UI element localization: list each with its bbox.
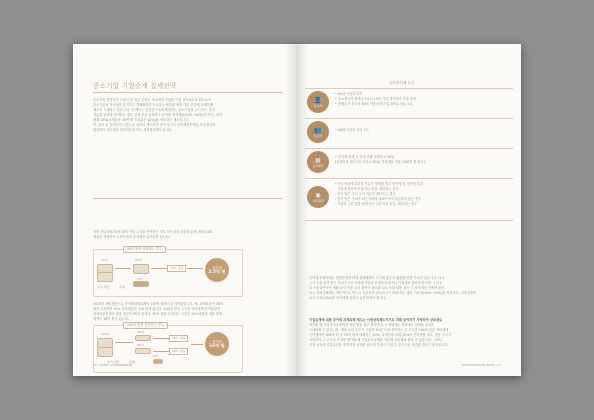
intro-line: 단, 증여 후 증여자의 사망으로 상속이 개시되면 증여 당시의 증여재산가액을 상속재산에 [93, 123, 215, 127]
body-line: 주식 등을 증여 받은 자녀가 7년 이내에 가업을 승계하지 않거나 가업에서 탈퇴하게 되면 그 다음 [309, 281, 443, 285]
body-line: 증여했다면 100억 원 중 30억 원에 대해서는 10%, 나머지에 대해 20%의 증여세를 내고, 향후 부모가 [309, 333, 452, 337]
body-line: 사망 시점에 사업요건을 충족하지 못하면 상속세 부담이 커질 수 있으므로 신중한 검토가 필요합니다. [309, 343, 449, 347]
body-paragraph-3 [309, 276, 509, 301]
body-line: 정산할 때 가업상속공제까지 적용 받을 경우 향후에 유고 상황에도 경영에도 절세와 효과를 [309, 323, 435, 327]
body-line: 세액이 16억 원이 됩니다. [93, 317, 129, 321]
row-divider [305, 178, 513, 179]
rate-box: 20% 세율 [169, 348, 188, 355]
coin-stack-icon [133, 264, 149, 274]
intro-line: 제도가 시행되고 있습니다. 이 제도는 법정간으로써 해당하는 중소기업을 주식 또는 출자 [93, 108, 215, 112]
amount-label: 30억 [137, 330, 144, 334]
left-page [73, 44, 297, 376]
gift-asset-icon [307, 151, 329, 173]
body-paragraph-4 [309, 318, 509, 348]
caption: 증여 재산 [107, 360, 120, 364]
row-divider [305, 220, 513, 221]
result-label: 증여세 [212, 339, 222, 344]
requirement-row [305, 90, 513, 118]
body-line: 다시에 일반증여 세율 등의 적용 요건 확인이 필요합니다. 또한 향후 상속 시 상속재산 가액에 합산 [309, 286, 445, 290]
row-divider [305, 118, 513, 119]
coin-stack-icon [135, 335, 151, 341]
result-badge [205, 332, 229, 356]
result-value: 2.5억 원 [208, 269, 226, 274]
book-spread [73, 44, 521, 376]
requirement-text [335, 128, 505, 133]
caption: 공제 [129, 360, 135, 364]
requirement-line: • 7년 이내에 다음의 사유가 발생한 경우 증여세 및 가산세 부과 [335, 182, 423, 186]
requirement-row [305, 120, 513, 148]
row-divider [305, 148, 513, 149]
icon-label: 증여재산 [312, 163, 324, 168]
example-header: 30억 원을 증여하는 경우 [123, 246, 166, 253]
intro-divider [93, 198, 283, 199]
requirement-text [335, 182, 505, 207]
body-line: 가령 자녀에게 30억 원의 가업 주식을 증여하는 경우 5억 원을 차감한 25억 원에 10% [93, 230, 213, 234]
requirement-row [305, 150, 513, 178]
requirement-line: - 증여 받은 주식 등의 지분이 줄어드는 경우 [335, 192, 396, 196]
coin-stack-icon [97, 272, 113, 282]
coin-stack-icon [135, 348, 151, 354]
caption: 증여 재산 [97, 285, 110, 289]
row-divider [305, 88, 513, 89]
recipient-icon [307, 121, 329, 143]
requirement-line: • 중여세 과세 시 전체 증을 공제하고 10% [335, 155, 395, 159]
rate-box: 10% 세율 [167, 265, 186, 272]
requirement-line: - 가업에 종사하지 않거나 휴업, 폐업하는 경우 [335, 187, 399, 191]
intro-line: 세율 10%(과세표준 30억 원 초과분은 20%)를 적용하는 제도입니다. [93, 118, 190, 122]
amount-label: 100억 [101, 332, 110, 336]
requirement-text [335, 92, 505, 107]
body-paragraph-2 [93, 302, 273, 322]
amount-label: 5억 [137, 277, 142, 281]
body-line: 세율을 적용하여 2.5억 원의 증여세만 납부하면 됩니다. [93, 235, 170, 239]
coin-stack-icon [133, 281, 149, 287]
requirement-line: • 60세 이상의 부모 [335, 92, 363, 96]
result-value: 16억 원 [209, 343, 225, 348]
result-label: 증여세 [212, 265, 222, 270]
arrow-connector [191, 344, 203, 345]
document-icon: ▤ [315, 156, 321, 164]
intro-line: 중소기업 경영자가 고령이 된 경우 본인이 자녀에게 가업을 이전 상속하도록 원으로서 [93, 98, 211, 102]
person-icon: 👤 [314, 96, 322, 104]
body-line: 사망하여 그 주식의 가치를 평가할 때 가업상속공제를 적용해 상속세를 줄일 수 있습니다. 그러나 [309, 338, 443, 342]
requirement-line: • 중소법인의 최대주주로서 10년 이상 계속하여 가업 경영 [335, 97, 416, 101]
body-line: (1일 3/10,000)을 증여세에 살피어 납부하여야 합니다. [309, 296, 387, 300]
icon-label: 수증자 [313, 133, 323, 138]
page-footer: 16 | SMART SHOPPINGBOOK [93, 363, 133, 367]
arrow-connector [151, 268, 167, 269]
requirement-line: • 발행주식 총수의 50% 이상(상장기업 30%) 지분 소유 [335, 102, 413, 106]
section-heading: 중소기업 기업승계 절세전략 [93, 82, 177, 90]
arrow-connector [115, 342, 133, 343]
requirement-line: • 18세 이상인 자녀 1인 [335, 128, 369, 132]
intro-line: 합산하여 상속세로 정산하도록 하는 세선정과제도입니다. [93, 128, 172, 132]
body-line: 증여세 과세특례는 일반증여에 비해 절세혜택이 크기에 충분히 활용할 만한 가치가 있습니다. 다시 [309, 276, 445, 280]
caption: 공제 [119, 285, 125, 289]
right-page [297, 44, 521, 376]
arrow-connector [187, 268, 203, 269]
page-footer: SMARTSHOPPING BOOK | 17 [461, 363, 501, 367]
intro-line: 중소기업의 영속성을 유지하고 경제활력을 도모하는 세법을 제정 대한 중과세 과세특례 [93, 103, 213, 107]
coin-stack-icon [97, 347, 113, 357]
emphasis-line: 기업승계에 대한 중여세 과세특례 제도는 사전상속제도이므로 미래 증여자가 사망하여 상속세로 [309, 318, 443, 322]
example-header: 100억 원을 증여하는 경우 [123, 322, 168, 329]
people-icon: 👥 [314, 126, 322, 134]
body-line: 과세표준은 5억 원을 차감한 95억 원에서, 30억 원을 초과하는 부분인 20%세율을 적용 받게 [93, 312, 222, 316]
post-management-icon [307, 186, 329, 208]
requirement-text [335, 155, 505, 165]
body-paragraph-1 [93, 230, 273, 240]
example-diagram-30 [93, 246, 261, 298]
requirement-line: - 증여 받은 자녀가 5년 이내에 대표이사에 취임하지 않는 경우 [335, 197, 422, 201]
body-line: 되는 과세특례제도 적용하므로 반드시 신중하게 검토하시기 바랍니다. 제정 기준액(10%~50%)을 적용하고, 이자상당액 [309, 291, 476, 295]
amount-label: 65억 [137, 343, 144, 347]
arrow-connector [153, 351, 169, 352]
body-line: 극대화할 수 있습니다. 예를 들어 부모가 가업을 40년 이상 경영하는 중 주식을 100억 원을 자녀에게 [309, 328, 449, 332]
panel-title: 증여세 특례 요건 [389, 81, 415, 85]
rate-box: 10% 세율 [169, 335, 188, 342]
amount-label: 25억 [135, 258, 142, 262]
coin-stack-icon [153, 359, 163, 364]
amount-label: 30억 [101, 258, 108, 262]
icon-label: 사후관리 [312, 198, 324, 203]
target-icon: ◉ [315, 191, 321, 199]
requirement-row [305, 180, 513, 220]
requirement-line: (과세표준 30억 원 초과시 20%) 단일세율 적용 (100억 원 한도) [335, 160, 425, 164]
result-badge [205, 258, 229, 282]
arrow-connector [153, 338, 169, 339]
arrow-connector [115, 268, 131, 269]
body-line: 원을 초과하면 20% 단일세율을 적용 받게 됩니다. 100억 원의 주식을 자녀에게 증여한다면 [93, 307, 220, 311]
heading-divider [93, 92, 283, 93]
amount-label: 5억 [153, 354, 158, 358]
icon-label: 증여자 [313, 103, 323, 108]
intro-paragraph [93, 98, 283, 133]
donor-icon [307, 91, 329, 113]
body-line: 2013년 세법개정으로 증여세과세특례의 100억 원까지 증가하였습니다. 예: 과세표준이 30억 [93, 302, 224, 306]
requirement-line: - 가업의 주된 업종 변경 또는 1년 이상 휴업, 폐업하는 경우 [335, 202, 418, 206]
intro-line: 지분을 증여에 증여하는 경우 전체 증을 공제하고 증여세 일반세율(10%~50%)이 아닌, 최저 [93, 113, 223, 117]
